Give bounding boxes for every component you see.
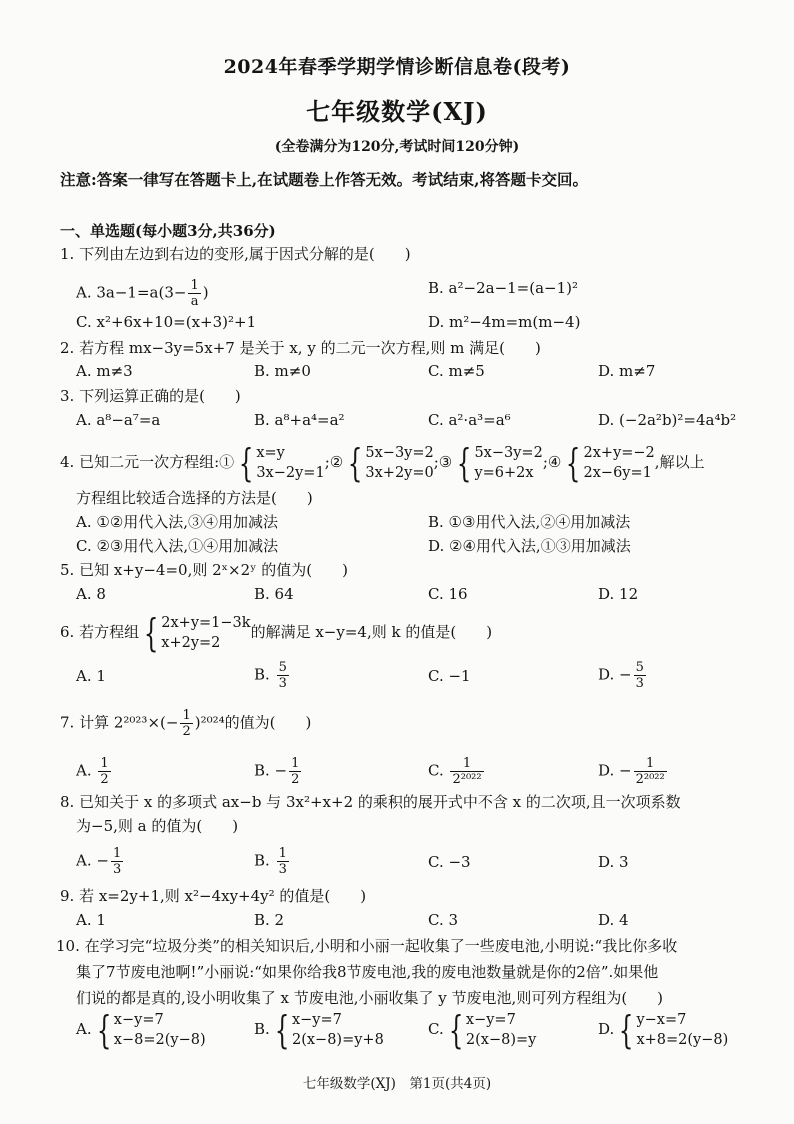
question-7-option-b: B. − $\frac{1}{2}$ [254, 756, 300, 787]
question-5-option-c: C. 16 [428, 585, 468, 603]
question-8-option-a: A. − $\frac{1}{3}$ [76, 846, 122, 877]
question-9-option-a: A. 1 [76, 911, 106, 929]
equation-system-4: { 2x+y=−2 2x−6y=1 [566, 441, 655, 485]
question-3-option-d: D. (−2a²b)²=4a⁴b² [598, 411, 737, 429]
question-10-option-d: D. { y−x=7 x+8=2(y−8) [598, 1008, 729, 1052]
question-2-stem: 2. 若方程 mx−3y=5x+7 是关于 x, y 的二元一次方程,则 m 满足( ) [60, 339, 541, 357]
question-2-option-a: A. m≠3 [76, 362, 133, 380]
question-8-option-c: C. −3 [428, 853, 471, 871]
equation-system-3: { 5x−3y=2 y=6+2x [457, 441, 543, 485]
question-4-option-b: B. ①③用代入法,②④用加减法 [428, 513, 631, 531]
question-10-option-a: A. { x−y=7 x−8=2(y−8) [76, 1008, 206, 1052]
question-2-option-c: C. m≠5 [428, 362, 485, 380]
question-8-stem-line2: 为−5,则 a 的值为( ) [76, 817, 239, 835]
question-6-stem: 6. 若方程组 { 2x+y=1−3k x+2y=2 的解满足 x−y=4,则 k 的值是( ) [60, 611, 493, 655]
question-3-option-a: A. a⁸−a⁷=a [76, 411, 161, 429]
question-10-stem-line3: 们说的都是真的,设小明收集了 x 节废电池,小丽收集了 y 节废电池,则可列方程组为( ) [76, 989, 664, 1007]
question-5-stem: 5. 已知 x+y−4=0,则 2ˣ×2ʸ 的值为( ) [60, 561, 348, 579]
question-4-stem: 4. 已知二元一次方程组:① { x=y 3x−2y=1 ;② { 5x−3y=2 3x+2y=0 ;③ { 5x−3y=2 y=6+2x ;④ { 2x+y=−2 2x−6y=1 ,解以上 [60, 441, 705, 485]
question-8-option-b: B. $\frac{1}{3}$ [254, 846, 287, 877]
question-10-stem-line2: 集了7节废电池啊!”小丽说:“如果你给我8节废电池,我的废电池数量就是你的2倍”.如果他 [76, 963, 659, 981]
question-6-option-b: B. $\frac{5}{3}$ [254, 660, 287, 691]
question-7-option-a: A. $\frac{1}{2}$ [76, 756, 109, 787]
question-1-option-a: A. 3a−1=a(3− $\frac{1}{a}$ ) [76, 278, 209, 309]
exam-title: 2024年春季学期学情诊断信息卷(段考) [223, 56, 571, 78]
question-9-option-c: C. 3 [428, 911, 459, 929]
question-9-option-b: B. 2 [254, 911, 285, 929]
question-5-option-a: A. 8 [76, 585, 106, 603]
question-1-option-c: C. x²+6x+10=(x+3)²+1 [76, 313, 257, 331]
exam-info: (全卷满分为120分,考试时间120分钟) [274, 139, 520, 155]
question-9-stem: 9. 若 x=2y+1,则 x²−4xy+4y² 的值是( ) [60, 887, 367, 905]
question-1-option-d: D. m²−4m=m(m−4) [428, 313, 581, 331]
question-9-option-d: D. 4 [598, 911, 629, 929]
equation-system: { 2x+y=1−3k x+2y=2 [143, 611, 251, 655]
question-5-option-d: D. 12 [598, 585, 639, 603]
question-5-option-b: B. 64 [254, 585, 294, 603]
question-3-option-b: B. a⁸+a⁴=a² [254, 411, 345, 429]
page-footer: 七年级数学(XJ) 第1页(共4页) [302, 1076, 492, 1092]
question-4-option-d: D. ②④用代入法,①③用加减法 [428, 537, 631, 555]
question-4-option-a: A. ①②用代入法,③④用加减法 [76, 513, 279, 531]
question-8-option-d: D. 3 [598, 853, 629, 871]
fraction: $\frac{1}{a}$ [190, 278, 199, 309]
question-7-option-c: C. $\frac{1}{\text{2²⁰²²}}$ [428, 756, 482, 787]
question-7-stem: 7. 计算 2²⁰²³×(− $\frac{1}{2}$ )²⁰²⁴的值为( ) [60, 708, 312, 739]
question-4-stem-line2: 方程组比较适合选择的方法是( ) [76, 489, 313, 507]
notice-text: 注意:答案一律写在答题卡上,在试题卷上作答无效。考试结束,将答题卡交回。 [60, 170, 589, 189]
question-10-stem: 10. 在学习完“垃圾分类”的相关知识后,小明和小丽一起收集了一些废电池,小明说:“我比你多收 [56, 937, 678, 955]
question-1-option-b: B. a²−2a−1=(a−1)² [428, 279, 579, 297]
equation-system-2: { 5x−3y=2 3x+2y=0 [348, 441, 434, 485]
question-10-option-b: B. { x−y=7 2(x−8)=y+8 [254, 1008, 384, 1052]
question-8-stem: 8. 已知关于 x 的多项式 ax−b 与 3x²+x+2 的乘积的展开式中不含 x 的二次项,且一次项系数 [60, 793, 681, 811]
question-10-option-c: C. { x−y=7 2(x−8)=y [428, 1008, 537, 1052]
question-2-option-d: D. m≠7 [598, 362, 656, 380]
question-4-option-c: C. ②③用代入法,①④用加减法 [76, 537, 279, 555]
question-6-option-c: C. −1 [428, 667, 471, 685]
question-3-option-c: C. a²·a³=a⁶ [428, 411, 511, 429]
question-2-option-b: B. m≠0 [254, 362, 311, 380]
question-3-stem: 3. 下列运算正确的是( ) [60, 387, 241, 405]
equation-system-1: { x=y 3x−2y=1 [238, 441, 325, 485]
question-6-option-d: D. − $\frac{5}{3}$ [598, 660, 644, 691]
question-1-stem: 1. 下列由左边到右边的变形,属于因式分解的是( ) [60, 245, 411, 263]
subject-title: 七年级数学(XJ) [306, 97, 488, 126]
question-7-option-d: D. − $\frac{1}{\text{2²⁰²²}}$ [598, 756, 665, 787]
question-6-option-a: A. 1 [76, 667, 106, 685]
section-heading: 一、单选题(每小题3分,共36分) [60, 222, 276, 240]
